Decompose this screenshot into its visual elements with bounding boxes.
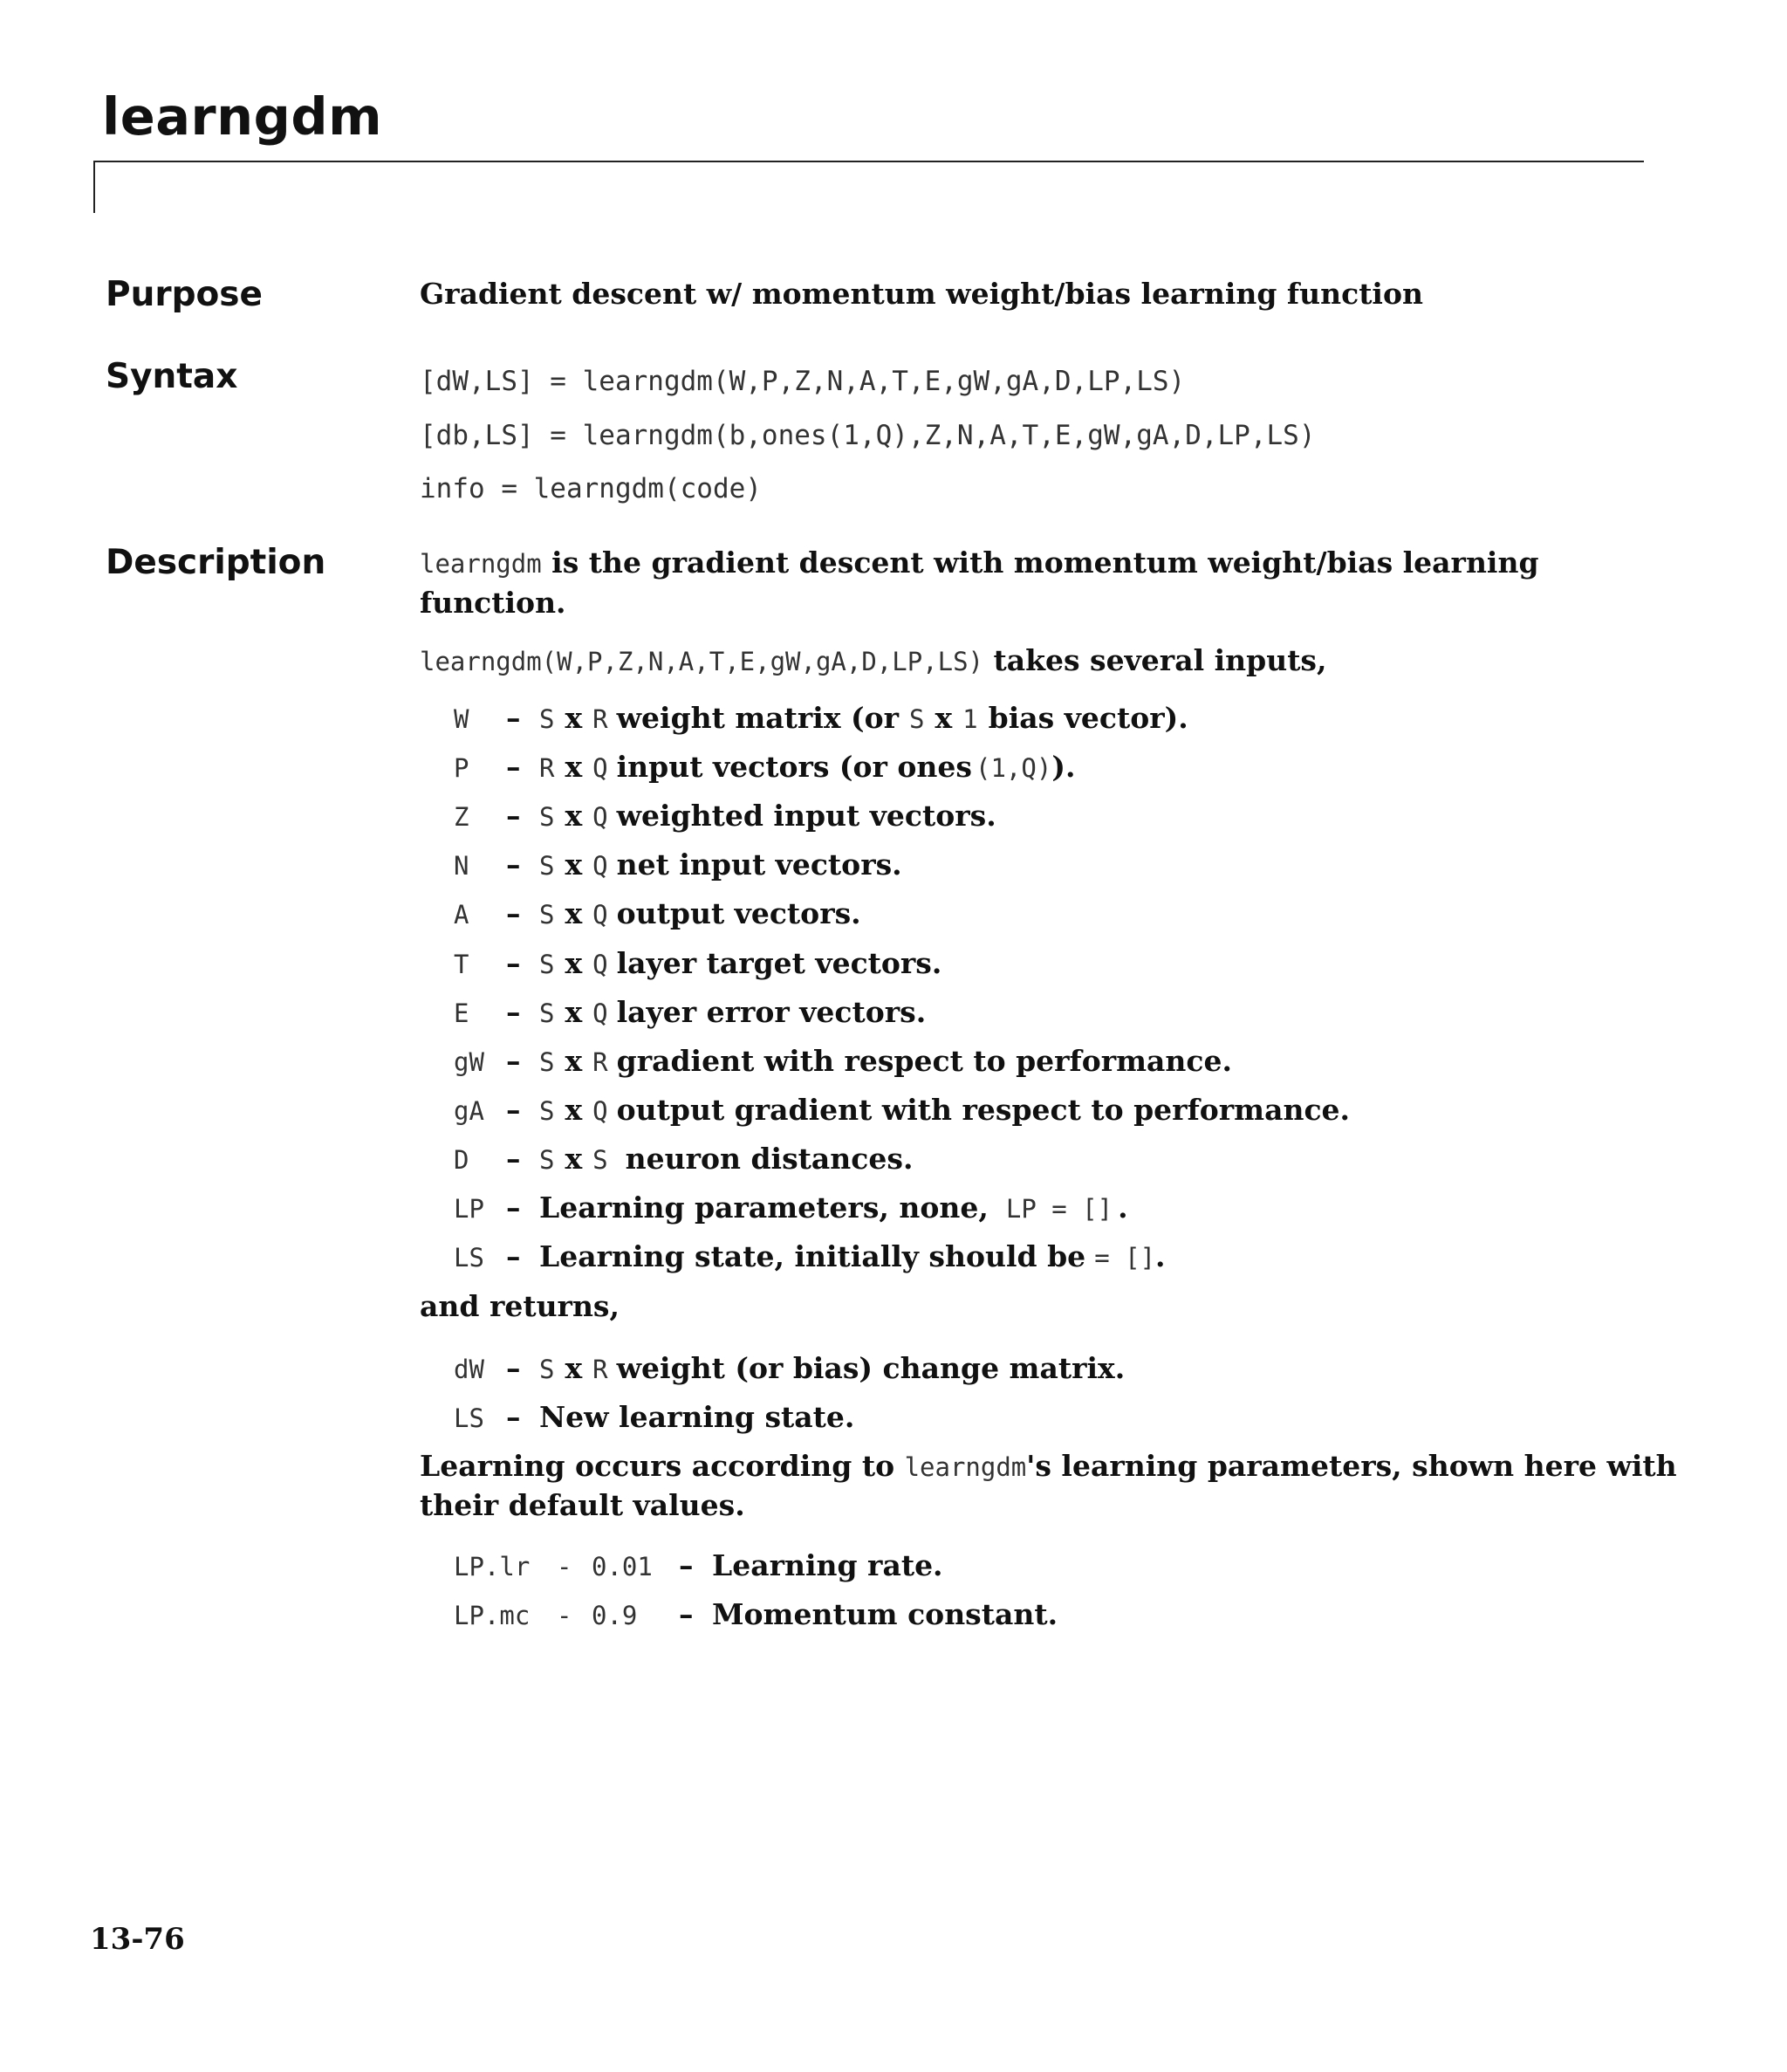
param-row-mc: LP.mc - 0.9 – Momentum constant. [454,1597,1058,1631]
syntax-line-1: [dW,LS] = learngdm(W,P,Z,N,A,T,E,gW,gA,D,LP,LS) [420,366,1186,397]
input-row-W: W – S x R weight matrix (or S x 1 bias vector). [454,701,1188,735]
syntax-label: Syntax [106,357,238,396]
call-code: learngdm(W,P,Z,N,A,T,E,gW,gA,D,LP,LS) [420,647,984,676]
purpose-text: Gradient descent w/ momentum weight/bias learning function [420,277,1423,311]
intro-text: is the gradient descent with momentum weight/bias learning [541,545,1539,580]
param-row-lr: LP.lr - 0.01 – Learning rate. [454,1548,943,1582]
header-rule-tick [93,161,95,213]
input-row-Z: Z – S x Q weighted input vectors. [454,799,996,833]
input-row-P: P – R x Q input vectors (or ones (1,Q) ). [454,750,1076,784]
inline-code: learngdm [904,1452,1027,1482]
learning-text: Learning occurs according to learngdm's learning parameters, shown here with [420,1449,1677,1483]
description-intro [420,545,1539,580]
input-row-D: D – S x S neuron distances. [454,1142,914,1176]
syntax-line-2: [db,LS] = learngdm(b,ones(1,Q),Z,N,A,T,E,gW,gA,D,LP,LS) [420,420,1316,451]
input-row-T: T – S x Q layer target vectors. [454,946,942,980]
call-text: takes several inputs, [983,643,1327,677]
param-name: W [454,704,469,734]
input-row-N: N – S x Q net input vectors. [454,847,902,882]
page-title: learngdm [102,86,383,147]
input-row-gA: gA – S x Q output gradient with respect to performance. [454,1093,1351,1127]
page-number: 13-76 [90,1922,185,1957]
description-label: Description [106,543,326,582]
description-intro-cont: function. [420,586,566,620]
purpose-label: Purpose [106,275,263,314]
learning-text-cont: their default values. [420,1488,745,1522]
input-row-A: A – S x Q output vectors. [454,896,861,930]
returns-text: and returns, [420,1289,620,1323]
input-row-LP: LP – Learning parameters, none, LP = [] . [454,1190,1128,1225]
inline-code: learngdm [420,549,542,579]
syntax-line-3: info = learngdm(code) [420,473,762,504]
input-row-LS: LS – Learning state, initially should be = [] . [454,1239,1166,1273]
call-line [420,643,1327,677]
header-rule [93,161,1644,162]
output-row-LS: LS – New learning state. [454,1400,855,1434]
input-row-E: E – S x Q layer error vectors. [454,995,927,1029]
output-row-dW: dW – S x R weight (or bias) change matrix. [454,1351,1126,1385]
input-row-gW: gW – S x R gradient with respect to performance. [454,1044,1232,1078]
